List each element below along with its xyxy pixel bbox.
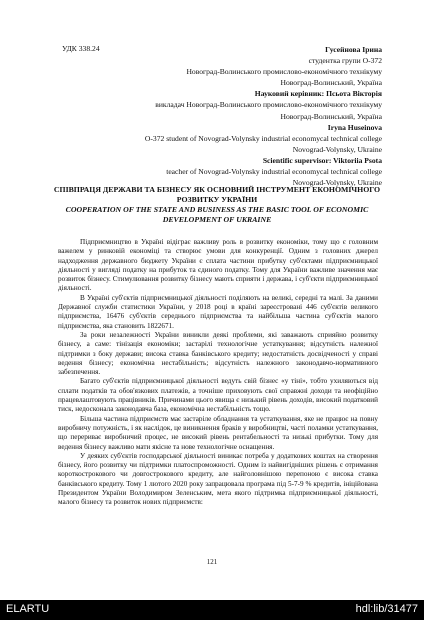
article-body — [58, 238, 378, 508]
title-ukrainian: СПІВПРАЦЯ ДЕРЖАВИ ТА БІЗНЕСУ ЯК ОСНОВНИЙ ІНСТРУМЕНТ ЕКОНОМІЧНОГО РОЗВИТКУ УКРАЇНИ — [53, 185, 381, 204]
author-line: Новоград-Волинський, Україна — [280, 78, 382, 88]
paragraph: У деяких суб'єктів господарської діяльності виникає потреба у додаткових коштах на створення бізнесу, його розвитку чи підтримки платоспроможності. Одним із найвигідніших рішень є отримання короткострокового чи довгострокового кредиту, але найголовнішою перепоною є висока ставка банківського кредиту. Тому 1 лютого 2020 року запрацювала програма під 5-7-9 % кредитів, ініційована Президентом України Володимиром Зеленським, мета якого підтримка підприємницької діяльності, малого бізнесу та розвиток нових підприємств: — [58, 451, 378, 507]
author-line: Novograd-Volynsky, Ukraine — [292, 178, 382, 188]
paragraph: За роки незалежності України виникли деякі проблеми, які заважають сприяйно розвитку бізнесу, а саме: тінізація економіки; застарілі технологічне устаткування; відсутність належної підтримки з боку держави; висока ставка банківського кредиту; недостатність досвідченості у справі ведення бізнесу; економічна нестабільність; відсутність належного законодавчо-нормативного забезпечення. — [58, 330, 378, 377]
repository-footer — [0, 600, 424, 620]
paragraph: Багато суб'єктів підприємницької діяльності ведуть свій бізнес «у тіні», тобто ухиляються від сплати податків та обов'язкових платежів, а точніше приховують свої справжні доходи та неофіційно працевлаштовують працівників. Причинами цього явища є низький рівень доходів, високий податковий тиск, недосконала законодавча база, економічна нестабільність тощо. — [58, 377, 378, 414]
handle-id: hdl:lib/31477 — [355, 603, 418, 615]
author-line: студентка групи О-372 — [308, 56, 382, 66]
repository-name: ELARTU — [6, 603, 50, 615]
author-line: Scientific supervisor: Viktoriia Psota — [262, 155, 382, 165]
author-block — [52, 44, 382, 188]
author-line: Новоград-Волинський, Україна — [280, 111, 382, 121]
author-line: Науковий керівник: Псьота Вікторія — [254, 89, 382, 99]
author-line: Novograd-Volynsky, Ukraine — [292, 144, 382, 154]
author-line: викладач Новоград-Волинського промислово-економічного технікуму — [155, 100, 382, 110]
author-line: Новоград-Волинського промислово-економічного технікуму — [186, 67, 382, 77]
author-line: Iryna Huseinova — [327, 122, 382, 132]
udk-code: УДК 338.24 — [62, 44, 100, 53]
title-english: COOPERATION OF THE STATE AND BUSINESS AS THE BASIC TOOL OF ECONOMIC DEVELOPMENT OF UKRAINE — [65, 205, 369, 224]
paragraph: Більша частина підприємств має застаріле обладнання та устаткування, яке не працює на повну виробничу потужність, і як наслідок, це виникнення браків у виробництві, часті поламки устаткування, що перериває виробничий процес, не високий рівень рентабельності та низькі прибутки. Тому для ведення бізнесу важливо мати якісне та нове технологічне оснащення. — [58, 414, 378, 451]
article-title — [52, 185, 382, 225]
page-number: 121 — [206, 558, 218, 566]
author-line: O-372 student of Novograd-Volynsky industrial economycal technical college — [144, 133, 382, 143]
paragraph: Підприємництво в Україні відіграє важливу роль в розвитку економіки, тому що є головним важелем у ринковій економіці та створює умови для конкуренції. Одним з головних джерел надходження державного бюджету України є сплата частини прибутку суб'єктами підприємницької діяльності у вигляді податку на прибуток та єдиного податку. Тому для України важливе значення має розвиток бізнесу. Стимулювання розвитку бізнесу мають сприяти і держава, і суб'єкти підприємницької діяльності. — [58, 238, 378, 293]
author-line: teacher of Novograd-Volynsky industrial economycal technical college — [166, 167, 382, 177]
author-line: Гусейнова Ірина — [325, 45, 382, 54]
paragraph: В Україні суб'єктів підприємницької діяльності поділяють на великі, середні та малі. За даними Державної служби статистики України, у 2018 році в країні зареєстровані 446 суб'єктів великого підприємства, 16476 суб'єктів середнього підприємства та найбільша частина суб'єктів малого підприємства, яка становить 1822671. — [58, 293, 378, 330]
